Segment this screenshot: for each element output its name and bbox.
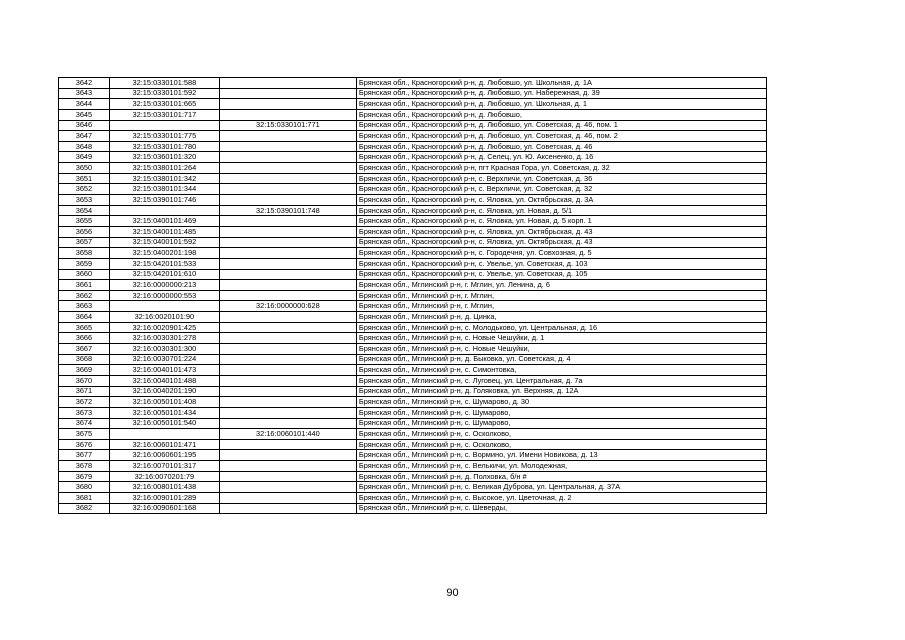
- row-number-cell: 3681: [59, 492, 110, 503]
- table-row: [59, 226, 767, 237]
- cadastral-number-cell: 32:16:0060601:195: [109, 450, 219, 461]
- row-number-cell: 3675: [59, 429, 110, 440]
- table-row: [59, 492, 767, 503]
- cadastral-number-alt-cell: [219, 503, 356, 514]
- address-cell: Брянская обл., Красногорский р-н, с. Верхличи, ул. Советская, д. 36: [356, 173, 766, 184]
- address-cell: Брянская обл., Мглинский р-н, д. Полховка, б/н #: [356, 471, 766, 482]
- cadastral-number-cell: 32:16:0050101:408: [109, 397, 219, 408]
- cadastral-number-alt-cell: [219, 407, 356, 418]
- address-cell: Брянская обл., Красногорский р-н, с. Яловка, ул. Новая, д. 5 корп. 1: [356, 216, 766, 227]
- cadastral-number-cell: 32:15:0330101:775: [109, 131, 219, 142]
- cadastral-number-cell: 32:16:0040201:190: [109, 386, 219, 397]
- cadastral-number-alt-cell: [219, 312, 356, 323]
- cadastral-number-alt-cell: [219, 471, 356, 482]
- address-cell: Брянская обл., Мглинский р-н, с. Шумарово, д. 30: [356, 397, 766, 408]
- address-cell: Брянская обл., Красногорский р-н, д. Любовшо, ул. Советская, д. 46, пом. 2: [356, 131, 766, 142]
- row-number-cell: 3644: [59, 99, 110, 110]
- address-cell: Брянская обл., Красногорский р-н, с. Яловка, ул. Октябрьская, д. 43: [356, 226, 766, 237]
- table-row: [59, 99, 767, 110]
- row-number-cell: 3649: [59, 152, 110, 163]
- row-number-cell: 3673: [59, 407, 110, 418]
- address-cell: Брянская обл., Мглинский р-н, с. Велькичи, ул. Молодежная,: [356, 461, 766, 472]
- table-row: [59, 354, 767, 365]
- cadastral-number-alt-cell: [219, 397, 356, 408]
- table-row: [59, 471, 767, 482]
- row-number-cell: 3667: [59, 344, 110, 355]
- table-row: [59, 322, 767, 333]
- address-cell: Брянская обл., Мглинский р-н, с. Новые Чешуйки,: [356, 344, 766, 355]
- cadastral-number-cell: [109, 429, 219, 440]
- cadastral-number-cell: 32:16:0000000:553: [109, 290, 219, 301]
- row-number-cell: 3674: [59, 418, 110, 429]
- address-cell: Брянская обл., Мглинский р-н, г. Мглин,: [356, 301, 766, 312]
- table-row: [59, 141, 767, 152]
- table-row: [59, 439, 767, 450]
- table-row: [59, 365, 767, 376]
- cadastral-number-cell: 32:15:0420101:533: [109, 258, 219, 269]
- table-row: [59, 375, 767, 386]
- cadastral-number-alt-cell: [219, 99, 356, 110]
- address-cell: Брянская обл., Красногорский р-н, с. Городечня, ул. Совхозная, д. 5: [356, 248, 766, 259]
- table-row: [59, 269, 767, 280]
- page-number: 90: [446, 587, 459, 599]
- address-cell: Брянская обл., Мглинский р-н, с. Осколково,: [356, 429, 766, 440]
- row-number-cell: 3642: [59, 78, 110, 89]
- cadastral-number-cell: 32:15:0380101:342: [109, 173, 219, 184]
- table-row: [59, 248, 767, 259]
- row-number-cell: 3647: [59, 131, 110, 142]
- address-cell: Брянская обл., Красногорский р-н, д. Любовшо, ул. Школьная, д. 1: [356, 99, 766, 110]
- row-number-cell: 3659: [59, 258, 110, 269]
- cadastral-number-cell: 32:16:0090601:168: [109, 503, 219, 514]
- cadastral-number-alt-cell: [219, 258, 356, 269]
- cadastral-number-cell: [109, 205, 219, 216]
- cadastral-number-cell: 32:15:0330101:717: [109, 109, 219, 120]
- address-cell: Брянская обл., Красногорский р-н, с. Увелье, ул. Советская, д. 103: [356, 258, 766, 269]
- cadastral-number-cell: 32:16:0020901:425: [109, 322, 219, 333]
- cadastral-number-cell: 32:16:0090101:289: [109, 492, 219, 503]
- table-row: [59, 78, 767, 89]
- cadastral-number-alt-cell: [219, 418, 356, 429]
- address-cell: Брянская обл., Красногорский р-н, с. Яловка, ул. Октябрьская, д. 43: [356, 237, 766, 248]
- table-row: [59, 120, 767, 131]
- cadastral-number-alt-cell: [219, 461, 356, 472]
- table-row: [59, 88, 767, 99]
- row-number-cell: 3676: [59, 439, 110, 450]
- cadastral-number-alt-cell: [219, 269, 356, 280]
- cadastral-number-alt-cell: [219, 163, 356, 174]
- cadastral-number-cell: 32:16:0050101:434: [109, 407, 219, 418]
- row-number-cell: 3664: [59, 312, 110, 323]
- cadastral-number-alt-cell: [219, 109, 356, 120]
- table-row: [59, 237, 767, 248]
- cadastral-number-alt-cell: [219, 386, 356, 397]
- row-number-cell: 3663: [59, 301, 110, 312]
- row-number-cell: 3662: [59, 290, 110, 301]
- cadastral-number-cell: 32:16:0030301:278: [109, 333, 219, 344]
- cadastral-number-alt-cell: [219, 195, 356, 206]
- row-number-cell: 3668: [59, 354, 110, 365]
- row-number-cell: 3645: [59, 109, 110, 120]
- cadastral-number-cell: 32:15:0360101:320: [109, 152, 219, 163]
- table-row: [59, 216, 767, 227]
- cadastral-number-alt-cell: [219, 78, 356, 89]
- table-row: [59, 195, 767, 206]
- address-cell: Брянская обл., Красногорский р-н, д. Селец, ул. Ю. Аксененко, д. 16: [356, 152, 766, 163]
- cadastral-number-cell: 32:16:0040101:473: [109, 365, 219, 376]
- address-cell: Брянская обл., Мглинский р-н, с. Новые Чешуйки, д. 1: [356, 333, 766, 344]
- cadastral-number-alt-cell: [219, 450, 356, 461]
- address-cell: Брянская обл., Мглинский р-н, с. Осколково,: [356, 439, 766, 450]
- table-row: [59, 280, 767, 291]
- cadastral-number-cell: 32:15:0400101:469: [109, 216, 219, 227]
- table-row: [59, 407, 767, 418]
- cadastral-number-cell: 32:16:0080101:438: [109, 482, 219, 493]
- address-cell: Брянская обл., Красногорский р-н, д. Любовшо, ул. Советская, д. 46, пом. 1: [356, 120, 766, 131]
- row-number-cell: 3653: [59, 195, 110, 206]
- address-cell: Брянская обл., Мглинский р-н, с. Симонтовка,: [356, 365, 766, 376]
- cadastral-number-cell: 32:15:0380101:264: [109, 163, 219, 174]
- cadastral-number-cell: 32:15:0330101:592: [109, 88, 219, 99]
- cadastral-number-cell: 32:15:0330101:665: [109, 99, 219, 110]
- row-number-cell: 3679: [59, 471, 110, 482]
- registry-table-body: [59, 78, 767, 514]
- row-number-cell: 3657: [59, 237, 110, 248]
- row-number-cell: 3682: [59, 503, 110, 514]
- row-number-cell: 3646: [59, 120, 110, 131]
- cadastral-number-alt-cell: [219, 237, 356, 248]
- table-row: [59, 184, 767, 195]
- registry-table: [58, 77, 767, 514]
- address-cell: Брянская обл., Красногорский р-н, с. Верхличи, ул. Советская, д. 32: [356, 184, 766, 195]
- table-row: [59, 482, 767, 493]
- cadastral-number-cell: 32:16:0030701:224: [109, 354, 219, 365]
- cadastral-number-cell: 32:16:0000000:213: [109, 280, 219, 291]
- row-number-cell: 3660: [59, 269, 110, 280]
- cadastral-number-cell: 32:15:0400101:485: [109, 226, 219, 237]
- address-cell: Брянская обл., Красногорский р-н, д. Любовшо,: [356, 109, 766, 120]
- table-row: [59, 109, 767, 120]
- cadastral-number-alt-cell: [219, 184, 356, 195]
- cadastral-number-alt-cell: [219, 333, 356, 344]
- address-cell: Брянская обл., Мглинский р-н, с. Высокое, ул. Цветочная, д. 2: [356, 492, 766, 503]
- cadastral-number-alt-cell: [219, 482, 356, 493]
- address-cell: Брянская обл., Мглинский р-н, с. Молодьково, ул. Центральная, д. 16: [356, 322, 766, 333]
- address-cell: Брянская обл., Красногорский р-н, д. Любовшо, ул. Набережная, д. 39: [356, 88, 766, 99]
- cadastral-number-alt-cell: [219, 322, 356, 333]
- cadastral-number-alt-cell: 32:16:0060101:440: [219, 429, 356, 440]
- cadastral-number-alt-cell: [219, 354, 356, 365]
- cadastral-number-cell: 32:16:0070101:317: [109, 461, 219, 472]
- address-cell: Брянская обл., Красногорский р-н, с. Яловка, ул. Новая, д. 5/1: [356, 205, 766, 216]
- address-cell: Брянская обл., Красногорский р-н, с. Увелье, ул. Советская, д. 105: [356, 269, 766, 280]
- table-row: [59, 152, 767, 163]
- table-row: [59, 429, 767, 440]
- cadastral-number-alt-cell: 32:15:0390101:748: [219, 205, 356, 216]
- cadastral-number-cell: 32:16:0020101:90: [109, 312, 219, 323]
- table-row: [59, 386, 767, 397]
- row-number-cell: 3643: [59, 88, 110, 99]
- row-number-cell: 3656: [59, 226, 110, 237]
- cadastral-number-cell: 32:15:0330101:588: [109, 78, 219, 89]
- cadastral-number-cell: 32:15:0420101:610: [109, 269, 219, 280]
- cadastral-number-alt-cell: [219, 365, 356, 376]
- row-number-cell: 3672: [59, 397, 110, 408]
- cadastral-number-cell: 32:15:0390101:746: [109, 195, 219, 206]
- row-number-cell: 3652: [59, 184, 110, 195]
- address-cell: Брянская обл., Мглинский р-н, д. Цинка,: [356, 312, 766, 323]
- row-number-cell: 3669: [59, 365, 110, 376]
- cadastral-number-alt-cell: 32:15:0330101:771: [219, 120, 356, 131]
- address-cell: Брянская обл., Мглинский р-н, с. Луговец, ул. Центральная, д. 7а: [356, 375, 766, 386]
- cadastral-number-cell: 32:15:0380101:344: [109, 184, 219, 195]
- address-cell: Брянская обл., Красногорский р-н, пгт Красная Гора, ул. Советская, д. 32: [356, 163, 766, 174]
- cadastral-number-alt-cell: [219, 290, 356, 301]
- cadastral-number-alt-cell: [219, 280, 356, 291]
- address-cell: Брянская обл., Мглинский р-н, с. Шумарово,: [356, 407, 766, 418]
- cadastral-number-alt-cell: [219, 226, 356, 237]
- address-cell: Брянская обл., Красногорский р-н, д. Любовшо, ул. Школьная, д. 1А: [356, 78, 766, 89]
- table-row: [59, 344, 767, 355]
- address-cell: Брянская обл., Мглинский р-н, с. Шумарово,: [356, 418, 766, 429]
- cadastral-number-alt-cell: [219, 492, 356, 503]
- row-number-cell: 3654: [59, 205, 110, 216]
- row-number-cell: 3665: [59, 322, 110, 333]
- address-cell: Брянская обл., Мглинский р-н, с. Шеверды,: [356, 503, 766, 514]
- table-row: [59, 258, 767, 269]
- table-row: [59, 503, 767, 514]
- address-cell: Брянская обл., Мглинский р-н, г. Мглин,: [356, 290, 766, 301]
- table-row: [59, 205, 767, 216]
- row-number-cell: 3661: [59, 280, 110, 291]
- cadastral-number-alt-cell: [219, 141, 356, 152]
- cadastral-number-alt-cell: [219, 216, 356, 227]
- address-cell: Брянская обл., Мглинский р-н, с. Вормино, ул. Имени Новикова, д. 13: [356, 450, 766, 461]
- address-cell: Брянская обл., Мглинский р-н, с. Великая Дуброва, ул. Центральная, д. 37А: [356, 482, 766, 493]
- cadastral-number-alt-cell: [219, 152, 356, 163]
- cadastral-number-cell: 32:15:0330101:780: [109, 141, 219, 152]
- table-row: [59, 418, 767, 429]
- row-number-cell: 3651: [59, 173, 110, 184]
- table-row: [59, 290, 767, 301]
- address-cell: Брянская обл., Красногорский р-н, д. Любовшо, ул. Советская, д. 46: [356, 141, 766, 152]
- address-cell: Брянская обл., Красногорский р-н, с. Яловка, ул. Октябрьская, д. 3А: [356, 195, 766, 206]
- table-row: [59, 301, 767, 312]
- row-number-cell: 3655: [59, 216, 110, 227]
- table-row: [59, 450, 767, 461]
- cadastral-number-cell: 32:16:0050101:540: [109, 418, 219, 429]
- address-cell: Брянская обл., Мглинский р-н, д. Быковка, ул. Советская, д. 4: [356, 354, 766, 365]
- cadastral-number-alt-cell: 32:16:0000000:628: [219, 301, 356, 312]
- cadastral-number-cell: 32:15:0400101:592: [109, 237, 219, 248]
- cadastral-number-cell: 32:16:0040101:488: [109, 375, 219, 386]
- cadastral-number-alt-cell: [219, 131, 356, 142]
- cadastral-number-alt-cell: [219, 344, 356, 355]
- table-row: [59, 333, 767, 344]
- address-cell: Брянская обл., Мглинский р-н, д. Голяковка, ул. Верхняя, д. 12А: [356, 386, 766, 397]
- cadastral-number-cell: [109, 120, 219, 131]
- table-row: [59, 312, 767, 323]
- row-number-cell: 3680: [59, 482, 110, 493]
- cadastral-number-cell: 32:16:0060101:471: [109, 439, 219, 450]
- cadastral-number-alt-cell: [219, 173, 356, 184]
- row-number-cell: 3658: [59, 248, 110, 259]
- table-row: [59, 173, 767, 184]
- row-number-cell: 3678: [59, 461, 110, 472]
- table-row: [59, 131, 767, 142]
- row-number-cell: 3666: [59, 333, 110, 344]
- cadastral-number-cell: 32:15:0400201:198: [109, 248, 219, 259]
- cadastral-number-alt-cell: [219, 88, 356, 99]
- cadastral-number-alt-cell: [219, 439, 356, 450]
- row-number-cell: 3648: [59, 141, 110, 152]
- address-cell: Брянская обл., Мглинский р-н, г. Мглин, ул. Ленина, д. 6: [356, 280, 766, 291]
- row-number-cell: 3650: [59, 163, 110, 174]
- cadastral-number-cell: 32:16:0030301:300: [109, 344, 219, 355]
- cadastral-number-cell: [109, 301, 219, 312]
- table-row: [59, 397, 767, 408]
- cadastral-number-alt-cell: [219, 375, 356, 386]
- row-number-cell: 3677: [59, 450, 110, 461]
- table-row: [59, 461, 767, 472]
- table-row: [59, 163, 767, 174]
- row-number-cell: 3671: [59, 386, 110, 397]
- cadastral-number-cell: 32:16:0070201:79: [109, 471, 219, 482]
- row-number-cell: 3670: [59, 375, 110, 386]
- cadastral-number-alt-cell: [219, 248, 356, 259]
